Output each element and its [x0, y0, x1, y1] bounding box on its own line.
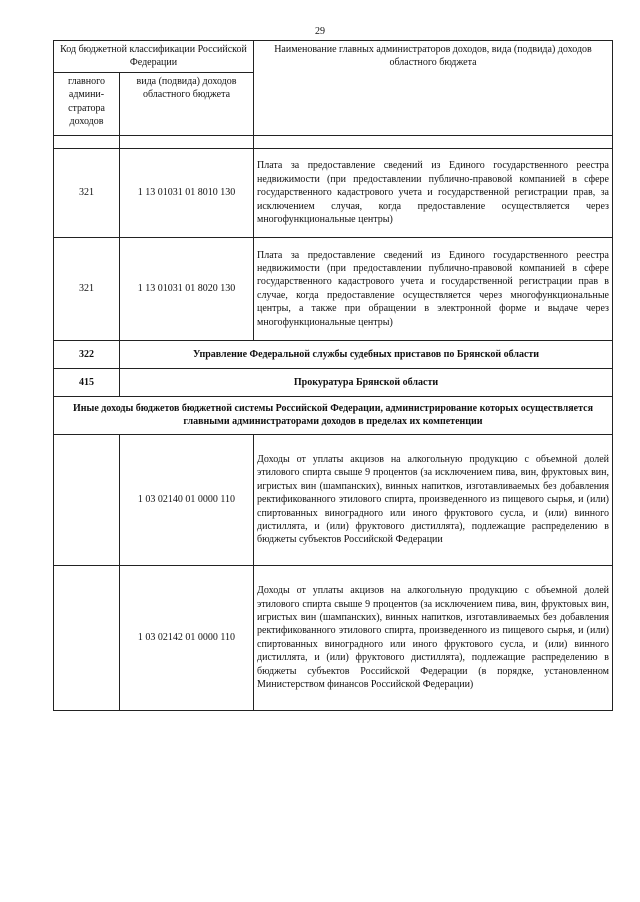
spacer-cell	[54, 135, 120, 148]
table-row	[54, 148, 613, 237]
table-row	[54, 368, 613, 396]
admin-code-cell: 321	[54, 237, 120, 340]
table-section-row	[54, 396, 613, 434]
admin-code-cell	[54, 565, 120, 710]
admin-code-cell	[54, 434, 120, 565]
header-code-column: вида (подвида) доходов областного бюджета	[120, 72, 254, 135]
header-name-column: Наименование главных администраторов доходов, вида (подвида) доходов областного бюджета	[254, 41, 613, 136]
revenue-name-cell: Доходы от уплаты акцизов на алкогольную продукцию с объемной долей этилового спирта свыше 9 процентов (за исключением пива, вин, фруктовых вин, игристых вин (шампанских), винных напитков, изготавливаемых без добавления ректификованного этилового спирта, произведенного из пищевого сырья, и (или) спиртованных виноградного или иного фруктового сусла, и (или) винного дистиллята, и (или) фруктового дистиллята), подлежащие распределению в бюджеты субъектов Российской Федерации (в порядке, установленном Министерством финансов Российской Федерации)	[254, 565, 613, 710]
administrator-title-cell: Управление Федеральной службы судебных приставов по Брянской области	[120, 340, 613, 368]
revenue-code-cell: 1 13 01031 01 8020 130	[120, 237, 254, 340]
table-spacer-row	[54, 135, 613, 148]
admin-code-cell: 415	[54, 368, 120, 396]
header-admin-column: главного админи-стратора доходов	[54, 72, 120, 135]
page-number: 29	[315, 26, 325, 37]
revenue-name-cell: Плата за предоставление сведений из Единого государственного реестра недвижимости (при предоставлении публично-правовой компанией в сфере государственного кадастрового учета и государственной регистрации прав, за исключением случая, когда предоставление осуществляется через многофункциональные центры)	[254, 148, 613, 237]
header-code-group: Код бюджетной классификации Российской Федерации	[54, 41, 254, 73]
admin-code-cell: 322	[54, 340, 120, 368]
budget-classification-table	[53, 40, 613, 711]
administrator-title-cell: Прокуратура Брянской области	[120, 368, 613, 396]
table-row	[54, 565, 613, 710]
revenue-name-cell: Плата за предоставление сведений из Единого государственного реестра недвижимости (при предоставлении публично-правовой компанией в сфере государственного кадастрового учета и государственной регистрации прав в случае, когда предоставление осуществляется через многофункциональные центры, а также при обращении в электронной форме и выдаче через многофункциональные центры)	[254, 237, 613, 340]
table-row	[54, 340, 613, 368]
table-header-row	[54, 41, 613, 73]
table-row	[54, 237, 613, 340]
admin-code-cell: 321	[54, 148, 120, 237]
section-heading-cell: Иные доходы бюджетов бюджетной системы Российской Федерации, администрирование которых осуществляется главными администраторами доходов в пределах их компетенции	[54, 396, 613, 434]
revenue-code-cell: 1 03 02142 01 0000 110	[120, 565, 254, 710]
revenue-name-cell: Доходы от уплаты акцизов на алкогольную продукцию с объемной долей этилового спирта свыше 9 процентов (за исключением пива, вин, фруктовых вин, игристых вин (шампанских), винных напитков, изготавливаемых без добавления ректификованного этилового спирта, произведенного из пищевого сырья, и (или) спиртованных виноградного или иного фруктового сусла, и (или) винного дистиллята, и (или) фруктового дистиллята), подлежащие распределению в бюджеты субъектов Российской Федерации	[254, 434, 613, 565]
revenue-code-cell: 1 13 01031 01 8010 130	[120, 148, 254, 237]
revenue-code-cell: 1 03 02140 01 0000 110	[120, 434, 254, 565]
table-row	[54, 434, 613, 565]
spacer-cell	[120, 135, 254, 148]
spacer-cell	[254, 135, 613, 148]
